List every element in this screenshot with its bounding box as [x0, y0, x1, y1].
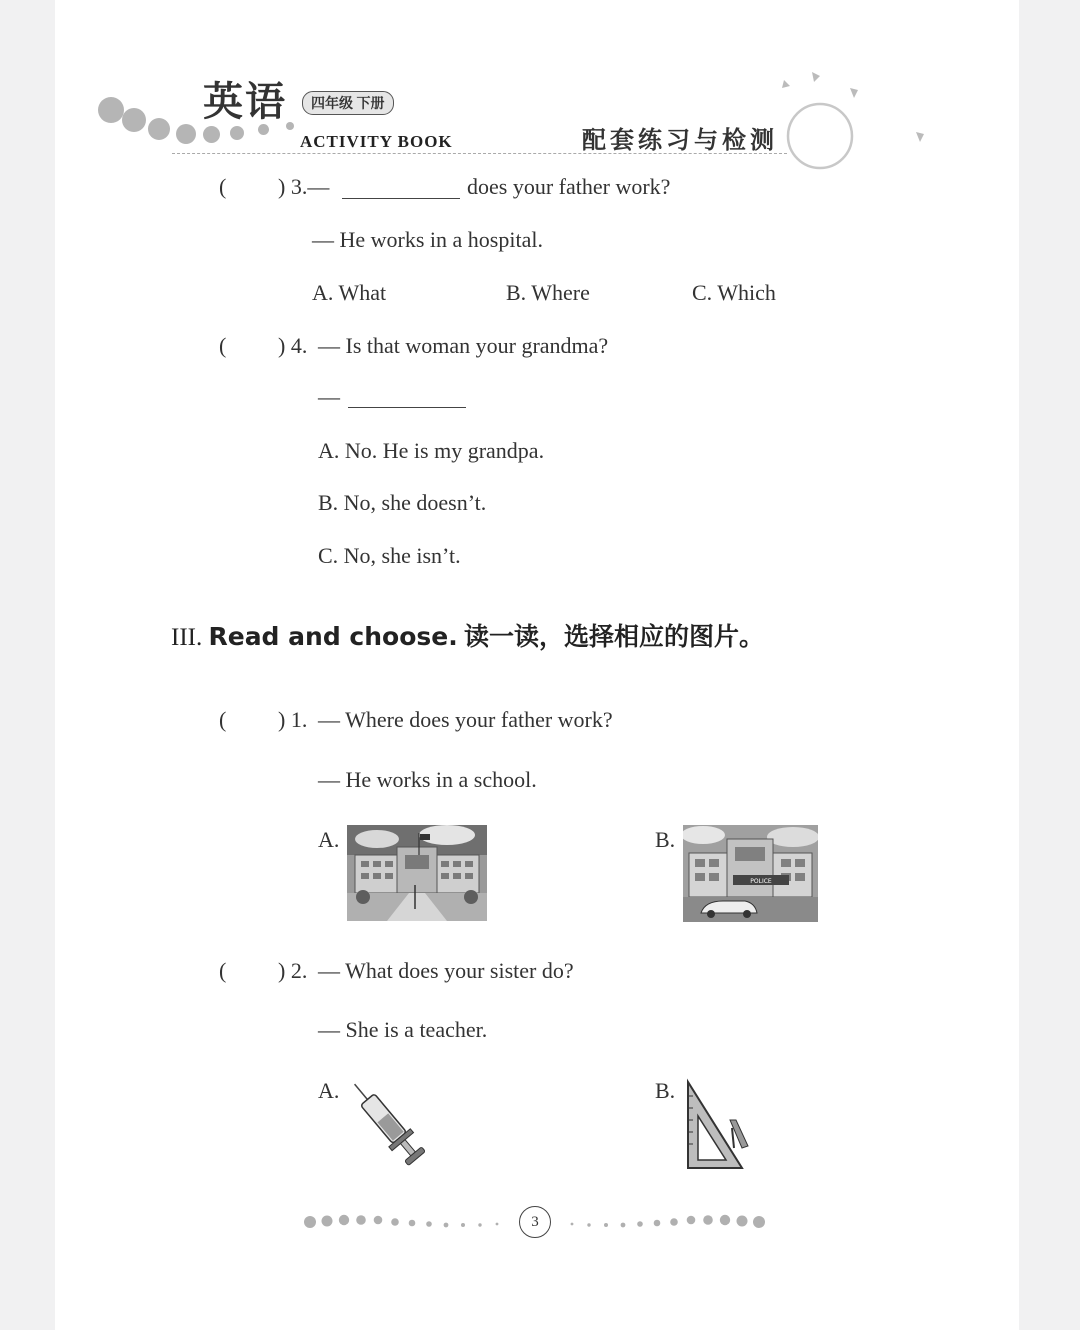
police-station-image[interactable]: [683, 825, 818, 922]
decor-dot: [203, 126, 220, 143]
question-number: ) 1.: [278, 707, 308, 732]
series-title: 配套练习与检测: [582, 126, 778, 154]
option-a-label: A.: [318, 827, 340, 852]
question-reply: — He works in a hospital.: [312, 227, 543, 252]
paren-open: (: [219, 174, 227, 199]
decor-dot: [176, 124, 196, 144]
set-square-ruler-image[interactable]: [684, 1076, 754, 1172]
section-title-en: Read and choose.: [208, 622, 458, 651]
option-c: C. Which: [692, 280, 776, 305]
option-b: B. Where: [506, 280, 590, 305]
question-prompt: does your father work?: [467, 174, 671, 199]
answer-blank[interactable]: [348, 407, 466, 408]
paren-open: (: [219, 333, 227, 358]
decor-dot: [98, 97, 124, 123]
syringe-image[interactable]: [348, 1076, 428, 1172]
option-a-label: A.: [318, 1078, 340, 1103]
sun-icon: [770, 62, 940, 182]
section-title-zh: 读一读，选择相应的图片。: [463, 622, 764, 651]
reply-dash: —: [318, 384, 340, 409]
decor-dot: [230, 126, 244, 140]
option-b-label: B.: [655, 827, 676, 852]
option-a: A. What: [312, 280, 387, 305]
decor-dot: [122, 108, 146, 132]
option-a: A. No. He is my grandpa.: [318, 438, 545, 463]
paren-open: (: [219, 707, 227, 732]
option-b-label: B.: [655, 1078, 676, 1103]
question-prompt: — Where does your father work?: [318, 707, 613, 732]
footer-dots-right: [560, 1210, 770, 1234]
section-heading: [171, 617, 764, 653]
option-c: C. No, she isn’t.: [318, 543, 461, 568]
question-answer: — He works in a school.: [318, 767, 537, 792]
activity-book-label: ACTIVITY BOOK: [300, 132, 453, 151]
question-number: ) 2.: [278, 958, 308, 983]
paren-open: (: [219, 958, 227, 983]
footer-dots-left: [300, 1210, 510, 1234]
school-building-image[interactable]: [347, 825, 487, 921]
page-number: 3: [519, 1206, 551, 1238]
section-numeral: III.: [171, 624, 203, 651]
book-title: 英语: [203, 79, 287, 125]
decor-dot: [286, 122, 294, 130]
question-number: ) 3.—: [278, 174, 330, 199]
decor-dot: [148, 118, 170, 140]
grade-badge: 四年级 下册: [302, 91, 394, 115]
question-answer: — She is a teacher.: [318, 1017, 488, 1042]
answer-blank[interactable]: [342, 198, 460, 199]
option-b: B. No, she doesn’t.: [318, 490, 487, 515]
question-prompt: — Is that woman your grandma?: [318, 333, 609, 358]
header-divider: [172, 153, 787, 154]
police-sign: POLICE: [750, 878, 772, 885]
question-number: ) 4.: [278, 333, 308, 358]
question-prompt: — What does your sister do?: [318, 958, 574, 983]
